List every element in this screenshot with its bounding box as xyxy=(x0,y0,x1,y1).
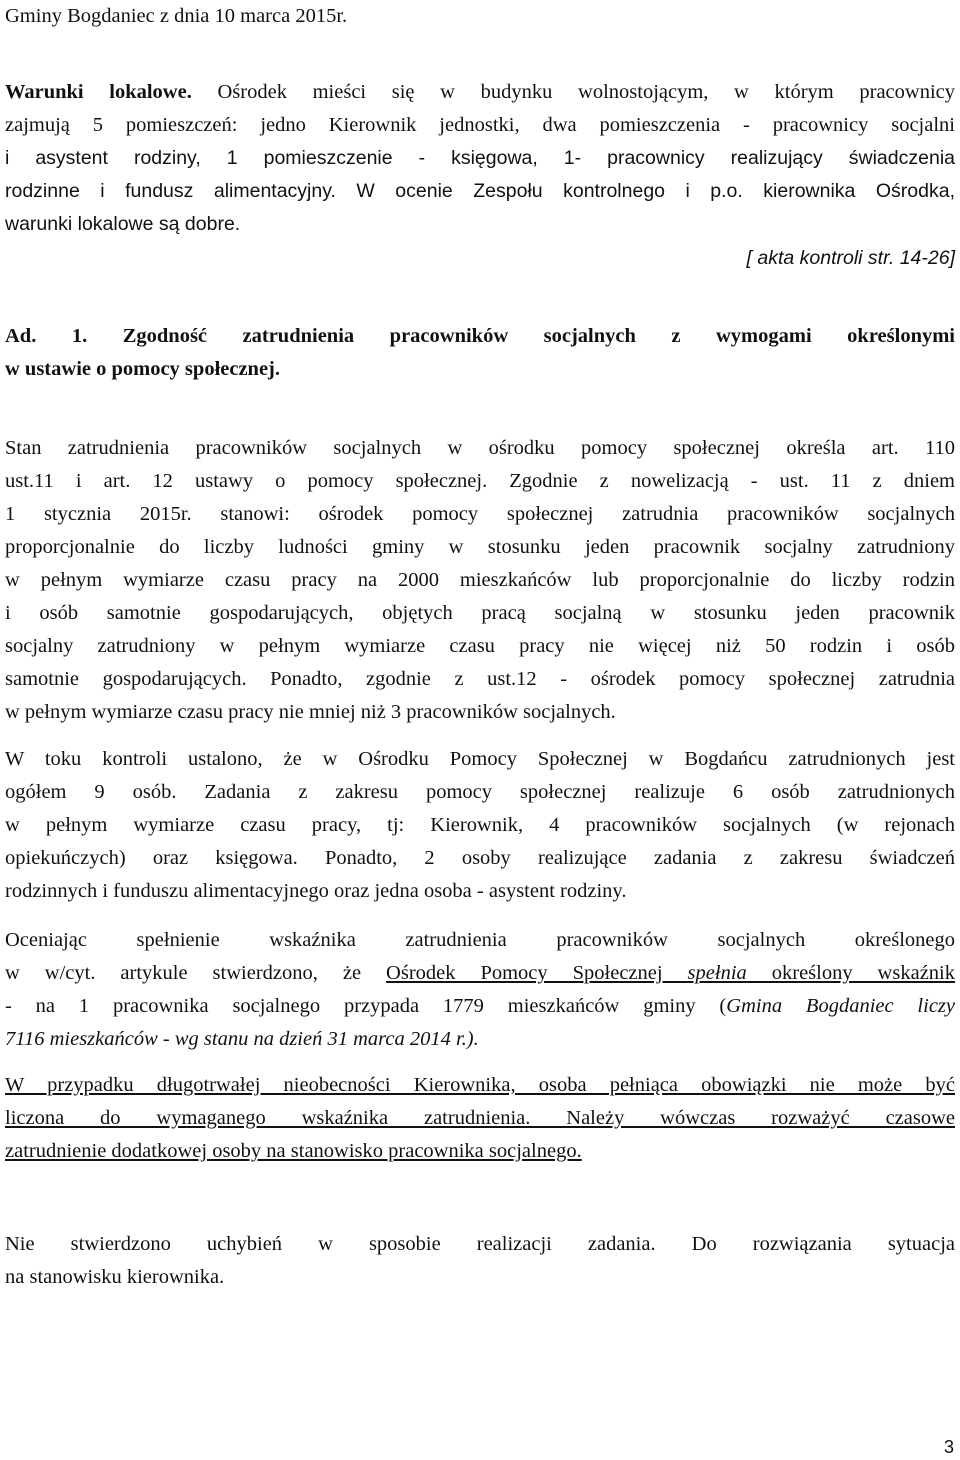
reference-text: [ akta kontroli str. 14-26] xyxy=(746,247,955,269)
paragraph-stan-zatrudnienia xyxy=(5,432,955,729)
text-line xyxy=(5,76,955,109)
header-line xyxy=(5,0,955,33)
text-line: W toku kontroli ustalono, że w Ośrodku Pomocy Społecznej w Bogdańcu zatrudnionych jest xyxy=(5,748,955,770)
text-line xyxy=(5,957,955,990)
heading-line: Ad. 1. Zgodność zatrudnienia pracowników socjalnych z wymogami określonymi xyxy=(5,325,955,347)
paragraph-nie-stwierdzono xyxy=(5,1228,955,1294)
text-line: zatrudnienie dodatkowej osoby na stanowisko pracownika socjalnego. xyxy=(5,1140,582,1162)
paragraph-w-toku-kontroli xyxy=(5,743,955,908)
text-line: socjalny zatrudniony w pełnym wymiarze czasu pracy nie więcej niż 50 rodzin i osób xyxy=(5,635,955,657)
paragraph-oceniajac xyxy=(5,924,955,1056)
text-line: w pełnym wymiarze czasu pracy na 2000 mieszkańców lub proporcjonalnie do liczby rodzin xyxy=(5,569,955,591)
text-line: samotnie gospodarujących. Ponadto, zgodnie z ust.12 - ośrodek pomocy społecznej zatrudnia xyxy=(5,668,955,690)
text-line: zajmują 5 pomieszczeń: jedno Kierownik jednostki, dwa pomieszczenia - pracownicy socjalni xyxy=(5,114,955,136)
underlined-italic-spelnia: spełnia xyxy=(687,962,747,984)
text-line: 1 stycznia 2015r. stanowi: ośrodek pomocy społecznej zatrudnia pracowników socjalnych xyxy=(5,503,955,525)
text-line: proporcjonalnie do liczby ludności gminy w stosunku jeden pracownik socjalny zatrudniony xyxy=(5,536,955,558)
text-line: ust.11 i art. 12 ustawy o pomocy społecznej. Zgodnie z nowelizacją - ust. 11 z dniem xyxy=(5,470,955,492)
text-line: rodzinnych i funduszu alimentacyjnego oraz jedna osoba - asystent rodziny. xyxy=(5,880,627,902)
text-span: - na 1 pracownika socjalnego przypada 1779 mieszkańców gminy ( xyxy=(5,995,727,1017)
paragraph-w-przypadku xyxy=(5,1069,955,1168)
heading-line: w ustawie o pomocy społecznej. xyxy=(5,358,281,380)
text-line: i asystent rodziny, 1 pomieszczenie - księgowa, 1- pracownicy realizujący świadczenia xyxy=(5,147,955,169)
text-line: ogółem 9 osób. Zadania z zakresu pomocy społecznej realizuje 6 osób zatrudnionych xyxy=(5,781,955,803)
text-line xyxy=(5,990,955,1023)
text-line: w pełnym wymiarze czasu pracy nie mniej niż 3 pracowników socjalnych. xyxy=(5,701,616,723)
text-span: w w/cyt. artykule stwierdzono, że xyxy=(5,962,387,984)
paragraph-warunki-lokalowe xyxy=(5,76,955,241)
text-line: na stanowisku kierownika. xyxy=(5,1266,225,1288)
text-line: rodzinne i fundusz alimentacyjny. W ocenie Zespołu kontrolnego i p.o. kierownika Ośrodka, xyxy=(5,180,955,202)
text-line: Stan zatrudnienia pracowników socjalnych w ośrodku pomocy społecznej określa art. 110 xyxy=(5,437,955,459)
text-line: liczona do wymaganego wskaźnika zatrudnienia. Należy wówczas rozważyć czasowe xyxy=(5,1107,955,1129)
text-span: Ośrodek mieści się w budynku wolnostojącym, w którym pracownicy xyxy=(191,81,955,103)
text-line: opiekuńczych) oraz księgowa. Ponadto, 2 osoby realizujące zadania z zakresu świadczeń xyxy=(5,847,955,869)
text-line: i osób samotnie gospodarujących, objętych pracą socjalną w stosunku jeden pracownik xyxy=(5,602,955,624)
text-line: 7116 mieszkańców - wg stanu na dzień 31 marca 2014 r.). xyxy=(5,1028,479,1050)
header-text: Gminy Bogdaniec z dnia 10 marca 2015r. xyxy=(5,5,348,27)
underlined-ops-name: Ośrodek Pomocy Społecznej xyxy=(386,962,688,984)
underlined-wskaznik: określony wskaźnik xyxy=(746,962,955,984)
text-line: Nie stwierdzono uchybień w sposobie realizacji zadania. Do rozwiązania sytuacja xyxy=(5,1233,955,1255)
text-line: W przypadku długotrwałej nieobecności Kierownika, osoba pełniąca obowiązki nie może być xyxy=(5,1074,955,1096)
text-line: warunki lokalowe są dobre. xyxy=(5,213,241,235)
italic-gmina-text: Gmina Bogdaniec liczy xyxy=(726,995,955,1017)
section-label-warunki: Warunki lokalowe. xyxy=(5,81,192,103)
section-heading-ad1 xyxy=(5,320,955,386)
text-line: w pełnym wymiarze czasu pracy, tj: Kierownik, 4 pracowników socjalnych (w rejonach xyxy=(5,814,955,836)
page-number: 3 xyxy=(943,1437,954,1457)
reference-line xyxy=(5,242,955,275)
text-line: Oceniając spełnienie wskaźnika zatrudnienia pracowników socjalnych określonego xyxy=(5,929,955,951)
